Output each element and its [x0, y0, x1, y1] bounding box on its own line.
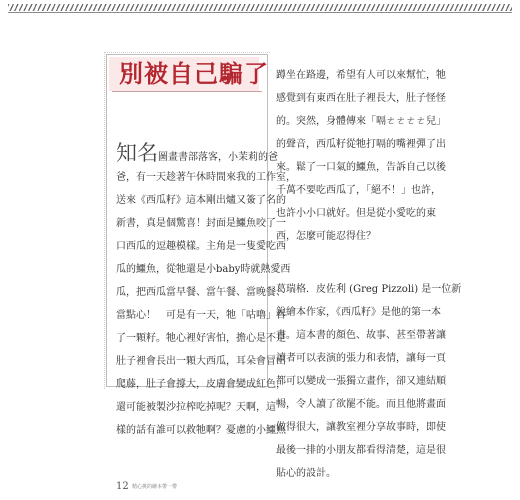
- paragraph-line: 當點心！ 可是有一天，牠「咕嚕」吞: [116, 310, 286, 321]
- dropcap: 知名: [116, 141, 158, 165]
- paragraph-line: 送來《西瓜籽》這本剛出爐又簽了名的: [116, 195, 286, 206]
- paragraph-line: 肚子裡會長出一顆大西瓜，耳朵會冒出: [116, 356, 286, 367]
- paragraph-line: 西，怎麼可能忍得住？: [276, 231, 376, 242]
- paragraph-line: 暢，令人讀了欲罷不能。而且他將畫面: [276, 399, 446, 410]
- paragraph-line: 瓜，把西瓜當早餐、當午餐、當晚餐、: [116, 287, 286, 298]
- paragraph-line: 的。突然，身體傳來「嗝ㄜㄜㄜㄜ兒」: [276, 116, 446, 127]
- header-hatch-bar: [8, 4, 512, 11]
- paragraph-line: 千萬不要吃西瓜了，「絕不！」也許，: [276, 185, 441, 196]
- paragraph-line: 來。鬆了一口氣的鱷魚，告訴自己以後: [276, 162, 446, 173]
- paragraph-line: 爬藤，肚子會撐大，皮膚會變成紅色，: [116, 379, 286, 390]
- article-title: 別被自己騙了: [119, 60, 269, 88]
- paragraph-line: 的聲音，西瓜籽從牠打嗝的嘴裡彈了出: [276, 139, 446, 150]
- title-underline: [112, 91, 262, 92]
- paragraph-line: 銳繪本作家，《西瓜籽》是他的第一本: [276, 307, 441, 318]
- paragraph-line: 新書，真是個驚喜！封面是鱷魚咬了一: [116, 218, 286, 229]
- paragraph-line: 書。這本書的顏色、故事、甚至帶著讓: [276, 330, 446, 341]
- right-column: [276, 64, 462, 485]
- paragraph-line: 口西瓜的逗趣模樣。主角是一隻愛吃西: [116, 241, 286, 252]
- paragraph-line: 讀者可以表演的張力和表情，讓每一頁: [276, 353, 446, 364]
- paragraph-line: 貼心的設計。: [276, 468, 336, 479]
- paragraph-line: 了一顆籽。牠心裡好害怕，擔心是不是: [116, 333, 286, 344]
- paragraph-line: 做得很大，讓教室裡分享故事時，即使: [276, 422, 446, 433]
- paragraph-line: 感覺到有東西在肚子裡長大，肚子怪怪: [276, 93, 446, 104]
- paragraph-line: [116, 140, 278, 166]
- line-text: 圖畫書部落客，小茉莉的爸: [158, 152, 278, 163]
- paragraph-line: 瓜的鱷魚，從牠還是小baby時就熱愛西: [116, 264, 291, 275]
- running-footer: 精心挑的繪本帶一帶: [132, 484, 178, 490]
- paragraph-line: 樣的話有誰可以救牠啊？憂慮的小鱷魚: [116, 425, 286, 436]
- paragraph-line: 也許小小口就好。但是從小愛吃的東: [276, 208, 436, 219]
- paragraph-line: 葛瑞格．皮佐利 (Greg Pizzoli) 是一位新: [276, 284, 462, 295]
- paragraph-line: 都可以變成一張獨立畫作，卻又連結順: [276, 376, 446, 387]
- paragraph-line: 蹲坐在路邊，希望有人可以來幫忙，牠: [276, 70, 446, 81]
- paragraph-line: 還可能被製沙拉榨吃掉呢？天啊，這: [116, 402, 276, 413]
- paragraph-gap: [276, 248, 436, 278]
- header-rule: [8, 12, 512, 13]
- paragraph-line: 爸，有一天趁著午休時間來我的工作室，: [116, 172, 296, 183]
- left-column: [116, 140, 296, 442]
- page-number: 12: [116, 481, 129, 492]
- paragraph-line: 最後一排的小朋友都看得清楚，這是很: [276, 445, 446, 456]
